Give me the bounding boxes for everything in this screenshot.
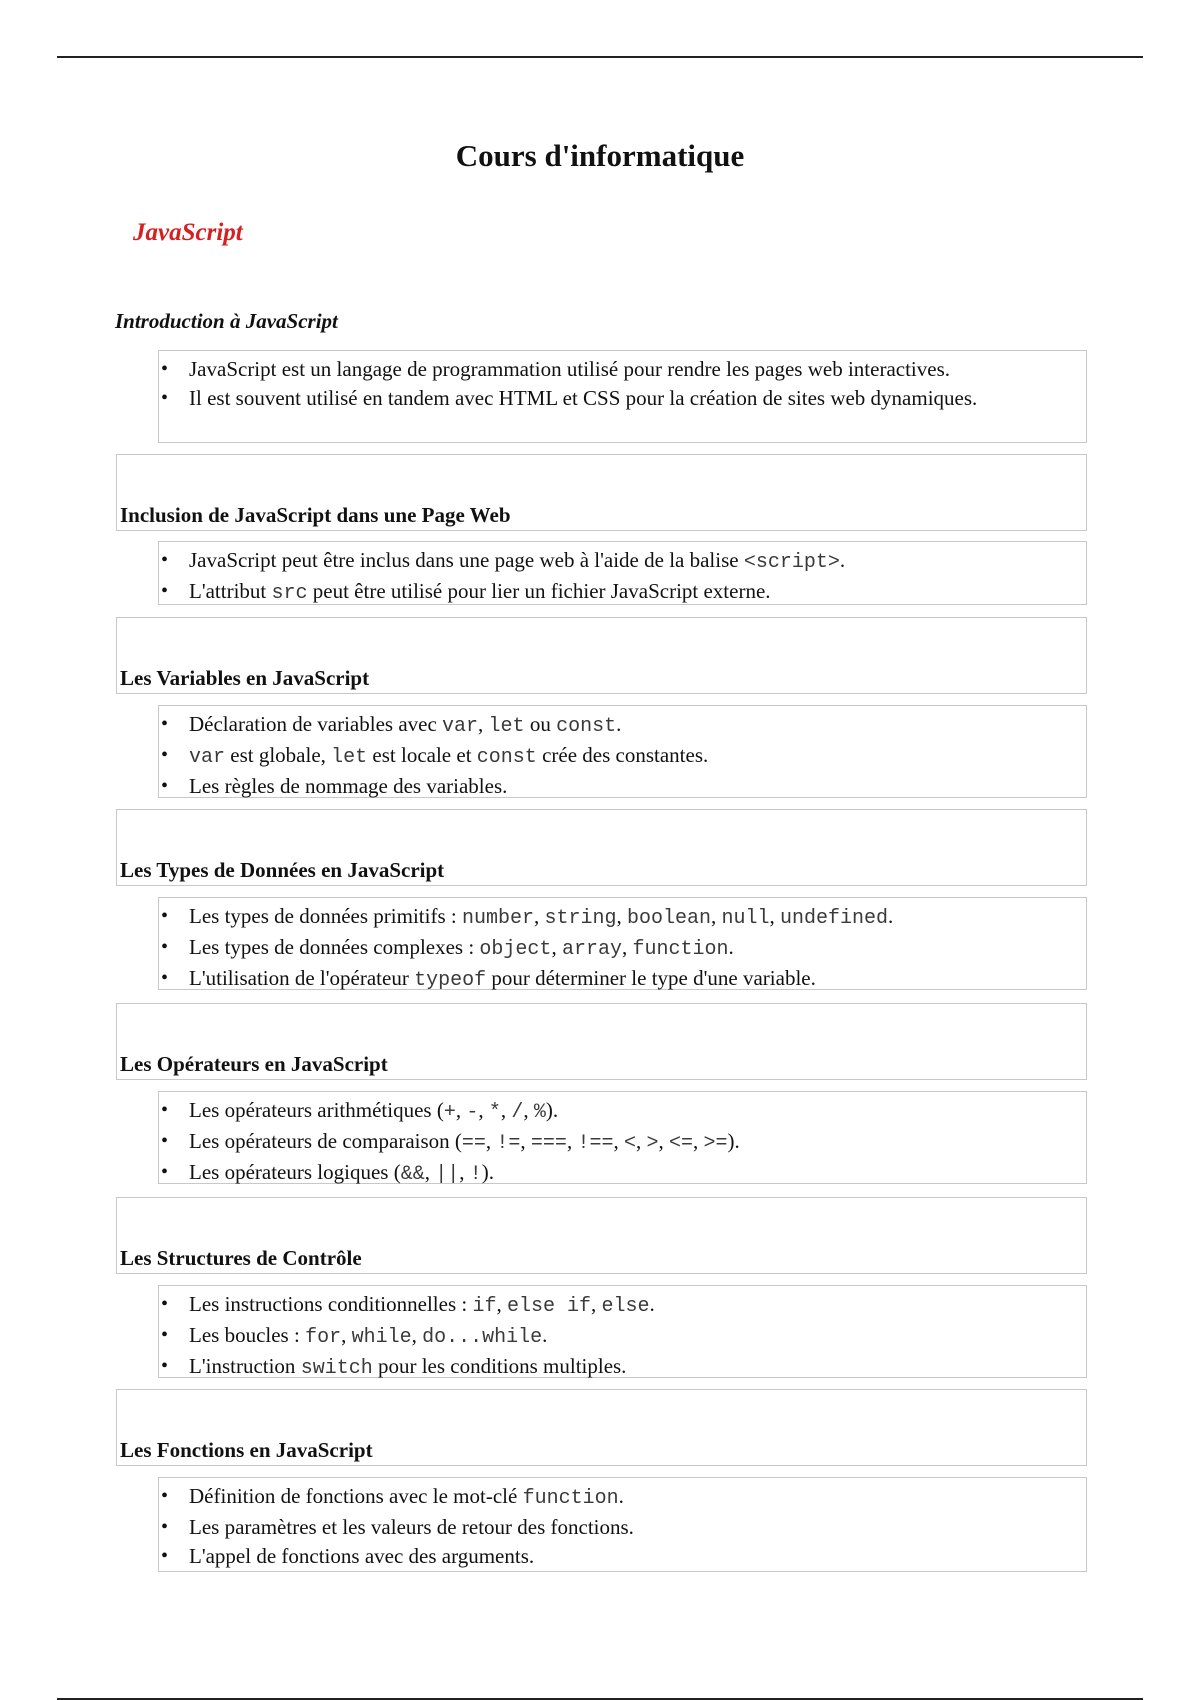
section-list [159, 1286, 1086, 1383]
list-item: • Les instructions conditionnelles : if, else if, else. [159, 1290, 1078, 1321]
section-heading-box [116, 1197, 1087, 1274]
section-list [159, 1092, 1086, 1189]
list-item: • JavaScript peut être inclus dans une page web à l'aide de la balise <script>. [159, 546, 1078, 577]
section-heading-box [116, 454, 1087, 531]
section-list [159, 1478, 1086, 1571]
section-list [159, 898, 1086, 995]
section-title: Les Types de Données en JavaScript [120, 858, 445, 882]
section-heading-box [116, 617, 1087, 694]
list-item: • var est globale, let est locale et const crée des constantes. [159, 741, 1078, 772]
list-item: • Les types de données primitifs : number, string, boolean, null, undefined. [159, 902, 1078, 933]
list-item: • L'attribut src peut être utilisé pour lier un fichier JavaScript externe. [159, 577, 1078, 608]
list-item: • L'appel de fonctions avec des arguments. [159, 1542, 1078, 1571]
section-title: Les Variables en JavaScript [120, 666, 370, 690]
document-title: Cours d'informatique [455, 138, 745, 173]
list-item: • Les boucles : for, while, do...while. [159, 1321, 1078, 1352]
section-title: Les Fonctions en JavaScript [120, 1438, 373, 1462]
section-list-box [158, 541, 1087, 605]
list-item: • Les types de données complexes : object, array, function. [159, 933, 1078, 964]
section-title: Les Opérateurs en JavaScript [120, 1052, 388, 1076]
list-item: • Les règles de nommage des variables. [159, 772, 1078, 801]
intro-title: Introduction à JavaScript [115, 309, 338, 333]
section-heading-box [116, 1003, 1087, 1080]
list-item: • Déclaration de variables avec var, let ou const. [159, 710, 1078, 741]
section-heading-box [116, 809, 1087, 886]
list-item: • L'utilisation de l'opérateur typeof pour déterminer le type d'une variable. [159, 964, 1078, 995]
list-item: • Il est souvent utilisé en tandem avec HTML et CSS pour la création de sites web dynamiques. [159, 384, 1078, 413]
list-item: • Définition de fonctions avec le mot-clé function. [159, 1482, 1078, 1513]
list-item: • Les opérateurs de comparaison (==, !=, ===, !==, <, >, <=, >=). [159, 1127, 1078, 1158]
list-item: • L'instruction switch pour les conditions multiples. [159, 1352, 1078, 1383]
section-title: Inclusion de JavaScript dans une Page Web [120, 503, 511, 527]
section-list-box [158, 1477, 1087, 1572]
section-title: Les Structures de Contrôle [120, 1246, 362, 1270]
section-list-box [158, 897, 1087, 990]
section-list [159, 706, 1086, 801]
intro-list-box [158, 350, 1087, 443]
list-item: • Les opérateurs arithmétiques (+, -, *, /, %). [159, 1096, 1078, 1127]
section-list [159, 542, 1086, 608]
section-list-box [158, 1285, 1087, 1378]
list-item: • Les opérateurs logiques (&&, ||, !). [159, 1158, 1078, 1189]
document-subtitle: JavaScript [133, 219, 243, 246]
top-rule [57, 56, 1143, 58]
list-item: • Les paramètres et les valeurs de retour des fonctions. [159, 1513, 1078, 1542]
section-heading-box [116, 1389, 1087, 1466]
intro-list [159, 351, 1086, 413]
section-list-box [158, 705, 1087, 798]
list-item: • JavaScript est un langage de programmation utilisé pour rendre les pages web interactives. [159, 355, 1078, 384]
section-list-box [158, 1091, 1087, 1184]
